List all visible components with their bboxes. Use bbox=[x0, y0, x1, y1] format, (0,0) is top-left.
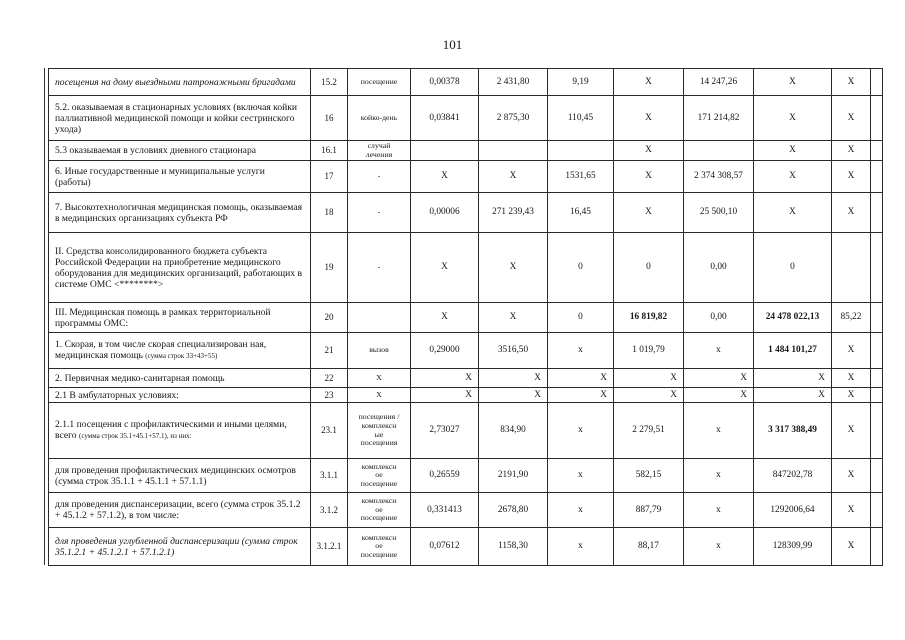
row-name-text: II. Средства консолидированного бюджета субъекта Российской Федерации на приобретение медицинского оборудования для медицинских организаций, работающих в системе ОМС <********> bbox=[55, 245, 302, 290]
value-cell: Х bbox=[411, 369, 479, 388]
value-cell: 0,00006 bbox=[411, 193, 479, 233]
value-cell: х bbox=[684, 459, 754, 493]
table-row bbox=[49, 141, 883, 161]
table-row bbox=[49, 528, 883, 566]
value-cell: Х bbox=[614, 388, 684, 403]
trailing-empty-cell bbox=[871, 369, 883, 388]
unit-cell: посещения / комплексн ые посещения bbox=[348, 403, 411, 459]
table-row bbox=[49, 96, 883, 141]
value-cell: 16,45 bbox=[548, 193, 614, 233]
value-cell: х bbox=[684, 528, 754, 566]
value-cell: Х bbox=[754, 388, 832, 403]
value-cell: Х bbox=[832, 141, 871, 161]
value-cell bbox=[411, 141, 479, 161]
table-row bbox=[49, 303, 883, 333]
value-cell: Х bbox=[832, 528, 871, 566]
row-name-cell bbox=[49, 369, 311, 388]
value-cell: Х bbox=[832, 161, 871, 193]
value-cell: 0,00 bbox=[684, 233, 754, 303]
value-cell: 1292006,64 bbox=[754, 493, 832, 528]
row-name-cell bbox=[49, 493, 311, 528]
value-cell: Х bbox=[832, 193, 871, 233]
value-cell: 1531,65 bbox=[548, 161, 614, 193]
line-number-cell: 23 bbox=[311, 388, 348, 403]
trailing-empty-cell bbox=[871, 388, 883, 403]
value-cell: 0,331413 bbox=[411, 493, 479, 528]
value-cell: 1 484 101,27 bbox=[754, 333, 832, 369]
value-cell: Х bbox=[832, 459, 871, 493]
value-cell: 2 279,51 bbox=[614, 403, 684, 459]
row-name-cell bbox=[49, 303, 311, 333]
line-number-cell: 23.1 bbox=[311, 403, 348, 459]
table-row bbox=[49, 69, 883, 96]
value-cell: 3 317 388,49 bbox=[754, 403, 832, 459]
table-row bbox=[49, 459, 883, 493]
value-cell: 271 239,43 bbox=[479, 193, 548, 233]
value-cell: 2191,90 bbox=[479, 459, 548, 493]
data-table bbox=[48, 68, 883, 566]
value-cell: Х bbox=[684, 369, 754, 388]
unit-cell: Х bbox=[348, 388, 411, 403]
value-cell: 16 819,82 bbox=[614, 303, 684, 333]
value-cell: 0,29000 bbox=[411, 333, 479, 369]
value-cell: 171 214,82 bbox=[684, 96, 754, 141]
row-name-note: (сумма строк 35.1+45.1+57.1), из них: bbox=[79, 432, 192, 440]
trailing-empty-cell bbox=[871, 96, 883, 141]
value-cell: Х bbox=[479, 233, 548, 303]
trailing-empty-cell bbox=[871, 303, 883, 333]
value-cell: х bbox=[548, 333, 614, 369]
value-cell: х bbox=[548, 459, 614, 493]
line-number-cell: 3.1.2.1 bbox=[311, 528, 348, 566]
value-cell: 0 bbox=[548, 303, 614, 333]
value-cell: 0,00378 bbox=[411, 69, 479, 96]
value-cell: 887,79 bbox=[614, 493, 684, 528]
table-body bbox=[49, 69, 883, 566]
value-cell: 24 478 022,13 bbox=[754, 303, 832, 333]
row-name-cell bbox=[49, 69, 311, 96]
unit-cell: - bbox=[348, 161, 411, 193]
value-cell: Х bbox=[614, 161, 684, 193]
unit-cell: комплексн ое посещение bbox=[348, 459, 411, 493]
value-cell: Х bbox=[754, 161, 832, 193]
value-cell: Х bbox=[548, 369, 614, 388]
value-cell: Х bbox=[614, 369, 684, 388]
row-name-cell bbox=[49, 528, 311, 566]
trailing-empty-cell bbox=[871, 333, 883, 369]
trailing-empty-cell bbox=[871, 69, 883, 96]
value-cell: 0,26559 bbox=[411, 459, 479, 493]
row-name-cell bbox=[49, 96, 311, 141]
value-cell: Х bbox=[832, 333, 871, 369]
row-name-text: 1. Скорая, в том числе скорая специализирован ная, медицинская помощь bbox=[55, 339, 267, 361]
row-name-cell bbox=[49, 193, 311, 233]
value-cell: 25 500,10 bbox=[684, 193, 754, 233]
value-cell: 2,73027 bbox=[411, 403, 479, 459]
line-number-cell: 18 bbox=[311, 193, 348, 233]
line-number-cell: 20 bbox=[311, 303, 348, 333]
value-cell: Х bbox=[832, 96, 871, 141]
trailing-empty-cell bbox=[871, 233, 883, 303]
value-cell: 2 374 308,57 bbox=[684, 161, 754, 193]
value-cell bbox=[548, 141, 614, 161]
value-cell: х bbox=[684, 403, 754, 459]
trailing-empty-cell bbox=[871, 493, 883, 528]
value-cell: 88,17 bbox=[614, 528, 684, 566]
value-cell: Х bbox=[614, 193, 684, 233]
value-cell: Х bbox=[614, 69, 684, 96]
row-name-text: 5.2. оказываемая в стационарных условиях (включая койки паллиативной медицинской помощи и койки сестринского ухода) bbox=[55, 101, 298, 135]
value-cell: 0 bbox=[754, 233, 832, 303]
value-cell: Х bbox=[479, 388, 548, 403]
value-cell: Х bbox=[832, 69, 871, 96]
value-cell bbox=[684, 141, 754, 161]
value-cell: Х bbox=[754, 193, 832, 233]
table-left-rule bbox=[44, 68, 45, 565]
table-row bbox=[49, 333, 883, 369]
row-name-cell bbox=[49, 403, 311, 459]
table-row bbox=[49, 193, 883, 233]
trailing-empty-cell bbox=[871, 141, 883, 161]
value-cell: 128309,99 bbox=[754, 528, 832, 566]
value-cell: х bbox=[684, 333, 754, 369]
row-name-text: посещения на дому выездными патронажными бригадами bbox=[55, 76, 296, 88]
value-cell: 582,15 bbox=[614, 459, 684, 493]
table-row bbox=[49, 388, 883, 403]
value-cell: Х bbox=[479, 369, 548, 388]
row-name-text: для проведения диспансеризации, всего (сумма строк 35.1.2 + 45.1.2 + 57.1.2), в том числе: bbox=[55, 499, 301, 521]
value-cell: Х bbox=[411, 303, 479, 333]
value-cell: 0,03841 bbox=[411, 96, 479, 141]
value-cell: Х bbox=[832, 403, 871, 459]
value-cell: Х bbox=[411, 388, 479, 403]
unit-cell: посещение bbox=[348, 69, 411, 96]
value-cell: Х bbox=[754, 69, 832, 96]
row-name-text: 2.1 В амбулаторных условиях: bbox=[55, 389, 179, 401]
value-cell: х bbox=[548, 528, 614, 566]
trailing-empty-cell bbox=[871, 193, 883, 233]
value-cell bbox=[479, 141, 548, 161]
value-cell: 0 bbox=[548, 233, 614, 303]
unit-cell: Х bbox=[348, 369, 411, 388]
value-cell: х bbox=[548, 403, 614, 459]
trailing-empty-cell bbox=[871, 161, 883, 193]
row-name-cell bbox=[49, 333, 311, 369]
value-cell bbox=[832, 233, 871, 303]
value-cell: Х bbox=[614, 96, 684, 141]
value-cell: Х bbox=[479, 303, 548, 333]
row-name-text: 7. Высокотехнологичная медицинская помощь, оказываемая в медицинских организациях субъекта РФ bbox=[55, 201, 302, 224]
value-cell: 0 bbox=[614, 233, 684, 303]
line-number-cell: 17 bbox=[311, 161, 348, 193]
row-name-text: 2. Первичная медико-санитарная помощь bbox=[55, 372, 225, 384]
table-row bbox=[49, 493, 883, 528]
table-row bbox=[49, 369, 883, 388]
unit-cell: вызов bbox=[348, 333, 411, 369]
value-cell: Х bbox=[411, 233, 479, 303]
value-cell: 3516,50 bbox=[479, 333, 548, 369]
unit-cell: - bbox=[348, 233, 411, 303]
row-name-text: 6. Иные государственные и муниципальные услуги (работы) bbox=[55, 165, 265, 188]
value-cell: 1 019,79 bbox=[614, 333, 684, 369]
value-cell: Х bbox=[614, 141, 684, 161]
page-number: 101 bbox=[442, 37, 463, 52]
line-number-cell: 15.2 bbox=[311, 69, 348, 96]
unit-cell bbox=[348, 303, 411, 333]
row-name-cell bbox=[49, 459, 311, 493]
line-number-cell: 3.1.2 bbox=[311, 493, 348, 528]
line-number-cell: 16 bbox=[311, 96, 348, 141]
value-cell: 9,19 bbox=[548, 69, 614, 96]
unit-cell: койко-день bbox=[348, 96, 411, 141]
row-name-cell bbox=[49, 161, 311, 193]
value-cell: 14 247,26 bbox=[684, 69, 754, 96]
row-name-text: для проведения углубленной диспансеризации (сумма строк 35.1.2.1 + 45.1.2.1 + 57.1.2.1) bbox=[55, 535, 298, 558]
value-cell: Х bbox=[754, 96, 832, 141]
unit-cell: комплексн ое посещение bbox=[348, 493, 411, 528]
value-cell: Х bbox=[548, 388, 614, 403]
line-number-cell: 22 bbox=[311, 369, 348, 388]
value-cell: Х bbox=[832, 369, 871, 388]
row-name-cell bbox=[49, 141, 311, 161]
value-cell: 2 875,30 bbox=[479, 96, 548, 141]
trailing-empty-cell bbox=[871, 459, 883, 493]
row-name-text: 2.1.1 посещения с профилактическими и иными целями, всего bbox=[55, 419, 287, 441]
row-name-text: 5.3 оказываемая в условиях дневного стационара bbox=[55, 145, 256, 156]
value-cell: 834,90 bbox=[479, 403, 548, 459]
value-cell: Х bbox=[754, 141, 832, 161]
unit-cell: - bbox=[348, 193, 411, 233]
row-name-note: (сумма строк 33+43+55) bbox=[145, 352, 218, 360]
value-cell: Х bbox=[832, 493, 871, 528]
row-name-text: III. Медицинская помощь в рамках территориальной программы ОМС: bbox=[55, 306, 271, 329]
value-cell: Х bbox=[832, 388, 871, 403]
line-number-cell: 16.1 bbox=[311, 141, 348, 161]
value-cell: 847202,78 bbox=[754, 459, 832, 493]
trailing-empty-cell bbox=[871, 528, 883, 566]
table-row bbox=[49, 161, 883, 193]
row-name-text: для проведения профилактических медицинских осмотров (сумма строк 35.1.1 + 45.1.1 + 57.1.1) bbox=[55, 464, 296, 487]
row-name-cell bbox=[49, 233, 311, 303]
unit-cell: случай лечения bbox=[348, 141, 411, 161]
value-cell: 110,45 bbox=[548, 96, 614, 141]
line-number-cell: 3.1.1 bbox=[311, 459, 348, 493]
unit-cell: комплексн ое посещение bbox=[348, 528, 411, 566]
value-cell: 0,07612 bbox=[411, 528, 479, 566]
value-cell: 1158,30 bbox=[479, 528, 548, 566]
value-cell: х bbox=[548, 493, 614, 528]
value-cell: Х bbox=[754, 369, 832, 388]
value-cell: х bbox=[684, 493, 754, 528]
trailing-empty-cell bbox=[871, 403, 883, 459]
value-cell: Х bbox=[684, 388, 754, 403]
table-row bbox=[49, 233, 883, 303]
value-cell: 85,22 bbox=[832, 303, 871, 333]
table-row bbox=[49, 403, 883, 459]
row-name-cell bbox=[49, 388, 311, 403]
value-cell: Х bbox=[479, 161, 548, 193]
line-number-cell: 21 bbox=[311, 333, 348, 369]
value-cell: 0,00 bbox=[684, 303, 754, 333]
value-cell: 2 431,80 bbox=[479, 69, 548, 96]
value-cell: Х bbox=[411, 161, 479, 193]
value-cell: 2678,80 bbox=[479, 493, 548, 528]
line-number-cell: 19 bbox=[311, 233, 348, 303]
